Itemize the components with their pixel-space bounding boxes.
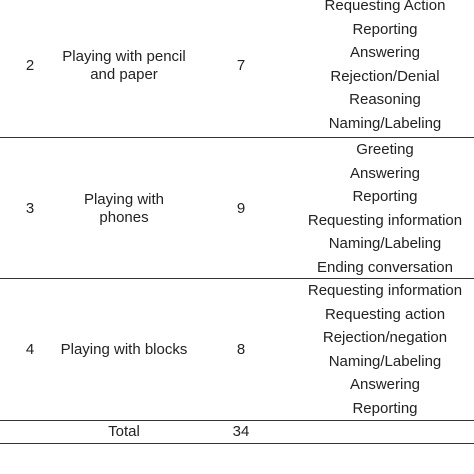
table-bottom-border <box>0 443 474 444</box>
activity-cell: Playing with blocks <box>60 340 188 358</box>
function-item: Ending conversation <box>317 258 453 276</box>
function-item: Rejection/Denial <box>330 67 440 85</box>
activity-cell: Playing with pencil and paper <box>62 47 186 83</box>
table-row <box>0 279 474 420</box>
count-cell: 8 <box>236 340 246 358</box>
function-item: Naming/Labeling <box>328 114 442 132</box>
function-item: Requesting information <box>307 282 463 300</box>
function-item: Answering <box>349 164 421 182</box>
total-count: 34 <box>232 423 250 440</box>
table-row <box>0 138 474 279</box>
function-item: Reporting <box>352 20 418 38</box>
function-item: Rejection/negation <box>322 329 448 347</box>
total-label: Total <box>108 423 140 440</box>
row-number: 2 <box>25 56 35 74</box>
function-item: Naming/Labeling <box>328 352 442 370</box>
functions-list <box>296 138 474 279</box>
row-number: 3 <box>25 199 35 217</box>
function-item: Requesting action <box>324 305 446 323</box>
function-item: Answering <box>349 44 421 62</box>
function-item: Requesting information <box>307 211 463 229</box>
total-row <box>0 420 474 444</box>
count-cell: 7 <box>236 56 246 74</box>
function-item: Reporting <box>352 399 418 417</box>
activity-cell: Playing with phones <box>83 190 165 226</box>
function-item: Naming/Labeling <box>328 235 442 253</box>
function-item: Reporting <box>352 188 418 206</box>
functions-list <box>296 0 474 135</box>
row-number: 4 <box>25 340 35 358</box>
function-item: Answering <box>349 376 421 394</box>
function-item: Reasoning <box>349 91 421 109</box>
count-cell: 9 <box>236 199 246 217</box>
table-row <box>0 0 474 137</box>
function-item: Greeting <box>356 141 414 159</box>
function-item: Requesting Action <box>324 0 446 15</box>
functions-list <box>296 279 474 420</box>
